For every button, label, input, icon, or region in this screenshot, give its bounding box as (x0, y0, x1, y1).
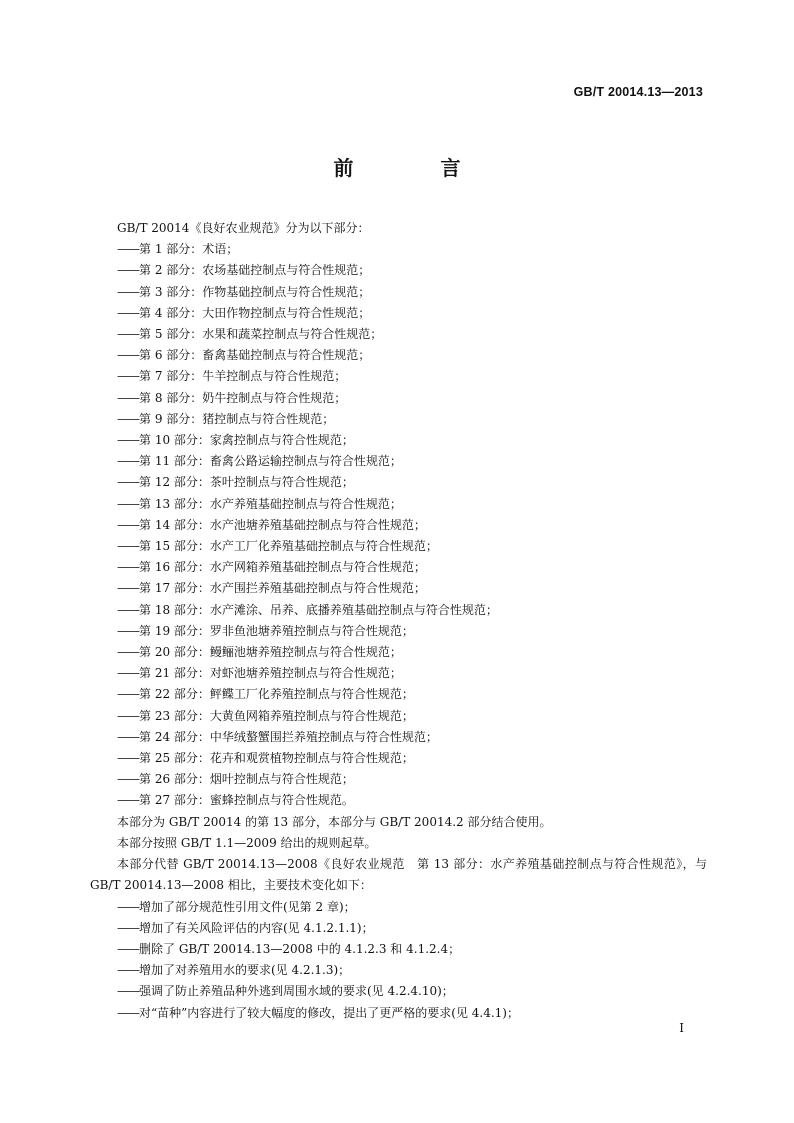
part-list-item (90, 366, 707, 387)
paragraph-drafting-rules: 本部分按照 GB/T 1.1—2009 给出的规则起草。 (117, 835, 377, 850)
part-list-item (90, 239, 707, 260)
part-list-item (90, 303, 707, 324)
part-list-item-text: 第 23 部分：大黄鱼网箱养殖控制点与符合性规范； (139, 708, 414, 723)
part-list-item (90, 642, 707, 663)
part-list-item (90, 282, 707, 303)
change-list-item-text: 增加了部分规范性引用文件(见第 2 章)； (139, 899, 356, 914)
em-dash-marker: —— (117, 263, 139, 278)
part-list-item-text: 第 14 部分：水产池塘养殖基础控制点与符合性规范； (139, 517, 426, 532)
em-dash-marker: —— (117, 751, 139, 766)
standard-code: GB/T 20014.13—2013 (573, 85, 703, 99)
em-dash-marker: —— (117, 496, 139, 511)
em-dash-marker: —— (117, 475, 139, 490)
em-dash-marker: —— (117, 411, 139, 426)
part-list-item-text: 第 8 部分：奶牛控制点与符合性规范； (139, 390, 347, 405)
part-list-item (90, 451, 707, 472)
change-list-item (90, 1003, 707, 1024)
part-list-item (90, 727, 707, 748)
change-list-item (90, 897, 707, 918)
part-list-item-text: 第 22 部分：鲆鲽工厂化养殖控制点与符合性规范； (139, 687, 414, 702)
page-title: 前 言 (333, 156, 501, 180)
change-list-item-text: 强调了防止养殖品种外逃到周围水域的要求(见 4.2.4.10)； (139, 984, 454, 999)
em-dash-marker: —— (117, 645, 139, 660)
em-dash-marker: —— (117, 390, 139, 405)
part-list-item (90, 578, 707, 599)
part-list-item-text: 第 21 部分：对虾池塘养殖控制点与符合性规范； (139, 666, 402, 681)
part-list-item-text: 第 2 部分：农场基础控制点与符合性规范； (139, 263, 371, 278)
em-dash-marker: —— (117, 623, 139, 638)
em-dash-marker: —— (117, 454, 139, 469)
part-list-item (90, 769, 707, 790)
part-list-item-text: 第 16 部分：水产网箱养殖基础控制点与符合性规范； (139, 560, 426, 575)
part-list-item-text: 第 4 部分：大田作物控制点与符合性规范； (139, 305, 371, 320)
em-dash-marker: —— (117, 920, 139, 935)
part-list-item (90, 260, 707, 281)
em-dash-marker: —— (117, 602, 139, 617)
part-list-item (90, 494, 707, 515)
em-dash-marker: —— (117, 793, 139, 808)
part-list-item (90, 324, 707, 345)
em-dash-marker: —— (117, 305, 139, 320)
part-list-item-text: 第 25 部分：花卉和观赏植物控制点与符合性规范； (139, 751, 414, 766)
part-list-item-text: 第 13 部分：水产养殖基础控制点与符合性规范； (139, 496, 402, 511)
change-list-item (90, 939, 707, 960)
part-list-item (90, 706, 707, 727)
em-dash-marker: —— (117, 539, 139, 554)
part-list-item (90, 430, 707, 451)
change-list-item-text: 对“苗种”内容进行了较大幅度的修改，提出了更严格的要求(见 4.4.1)； (139, 1005, 519, 1020)
em-dash-marker: —— (117, 517, 139, 532)
part-list-item-text: 第 5 部分：水果和蔬菜控制点与符合性规范； (139, 327, 383, 342)
part-list-item (90, 621, 707, 642)
parts-list (90, 239, 707, 811)
em-dash-marker: —— (117, 899, 139, 914)
part-list-item-text: 第 1 部分：术语； (139, 242, 239, 257)
part-list-item (90, 388, 707, 409)
part-list-item-text: 第 3 部分：作物基础控制点与符合性规范； (139, 284, 371, 299)
change-list-item-text: 增加了对养殖用水的要求(见 4.2.1.3)； (139, 963, 351, 978)
change-list-item (90, 981, 707, 1002)
change-list-item-text: 增加了有关风险评估的内容(见 4.1.2.1.1)； (139, 920, 374, 935)
part-list-item-text: 第 15 部分：水产工厂化养殖基础控制点与符合性规范； (139, 539, 438, 554)
part-list-item (90, 663, 707, 684)
changes-list (90, 897, 707, 1024)
part-list-item-text: 第 10 部分：家禽控制点与符合性规范； (139, 433, 354, 448)
paragraph-replaces: 本部分代替 GB/T 20014.13—2008《良好农业规范 第 13 部分：水产养殖基础控制点与符合性规范》，与 GB/T 20014.13—2008 相比，主要技术变化如下： (90, 857, 707, 893)
part-list-item-text: 第 12 部分：茶叶控制点与符合性规范； (139, 475, 354, 490)
part-list-item (90, 345, 707, 366)
em-dash-marker: —— (117, 348, 139, 363)
part-list-item (90, 600, 707, 621)
part-list-item-text: 第 9 部分：猪控制点与符合性规范； (139, 411, 335, 426)
em-dash-marker: —— (117, 581, 139, 596)
part-list-item (90, 684, 707, 705)
em-dash-marker: —— (117, 560, 139, 575)
change-list-item (90, 918, 707, 939)
em-dash-marker: —— (117, 772, 139, 787)
part-list-item (90, 472, 707, 493)
em-dash-marker: —— (117, 984, 139, 999)
intro-line: GB/T 20014《良好农业规范》分为以下部分： (117, 221, 370, 235)
part-list-item-text: 第 6 部分：畜禽基础控制点与符合性规范； (139, 348, 371, 363)
em-dash-marker: —— (117, 1005, 139, 1020)
em-dash-marker: —— (117, 433, 139, 448)
em-dash-marker: —— (117, 242, 139, 257)
part-list-item-text: 第 18 部分：水产滩涂、吊养、底播养殖基础控制点与符合性规范； (139, 602, 498, 617)
em-dash-marker: —— (117, 708, 139, 723)
em-dash-marker: —— (117, 327, 139, 342)
part-list-item-text: 第 17 部分：水产围拦养殖基础控制点与符合性规范； (139, 581, 426, 596)
part-list-item-text: 第 7 部分：牛羊控制点与符合性规范； (139, 369, 347, 384)
part-list-item (90, 515, 707, 536)
part-list-item-text: 第 26 部分：烟叶控制点与符合性规范； (139, 772, 354, 787)
em-dash-marker: —— (117, 941, 139, 956)
em-dash-marker: —— (117, 729, 139, 744)
change-list-item (90, 960, 707, 981)
part-list-item-text: 第 19 部分：罗非鱼池塘养殖控制点与符合性规范； (139, 623, 414, 638)
em-dash-marker: —— (117, 666, 139, 681)
part-list-item (90, 536, 707, 557)
part-list-item-text: 第 11 部分：畜禽公路运输控制点与符合性规范； (139, 454, 402, 469)
em-dash-marker: —— (117, 369, 139, 384)
part-list-item-text: 第 20 部分：鳗鲡池塘养殖控制点与符合性规范； (139, 645, 402, 660)
page-number: I (679, 1021, 684, 1035)
em-dash-marker: —— (117, 963, 139, 978)
em-dash-marker: —— (117, 284, 139, 299)
part-list-item (90, 790, 707, 811)
part-list-item (90, 557, 707, 578)
paragraph-scope: 本部分为 GB/T 20014 的第 13 部分，本部分与 GB/T 20014.2 部分结合使用。 (117, 814, 552, 829)
part-list-item-text: 第 24 部分：中华绒螯蟹围拦养殖控制点与符合性规范； (139, 729, 438, 744)
part-list-item-text: 第 27 部分：蜜蜂控制点与符合性规范。 (139, 793, 354, 808)
part-list-item (90, 409, 707, 430)
em-dash-marker: —— (117, 687, 139, 702)
part-list-item (90, 748, 707, 769)
foreword-body (90, 218, 707, 1024)
change-list-item-text: 删除了 GB/T 20014.13—2008 中的 4.1.2.3 和 4.1.2.4； (139, 941, 461, 956)
